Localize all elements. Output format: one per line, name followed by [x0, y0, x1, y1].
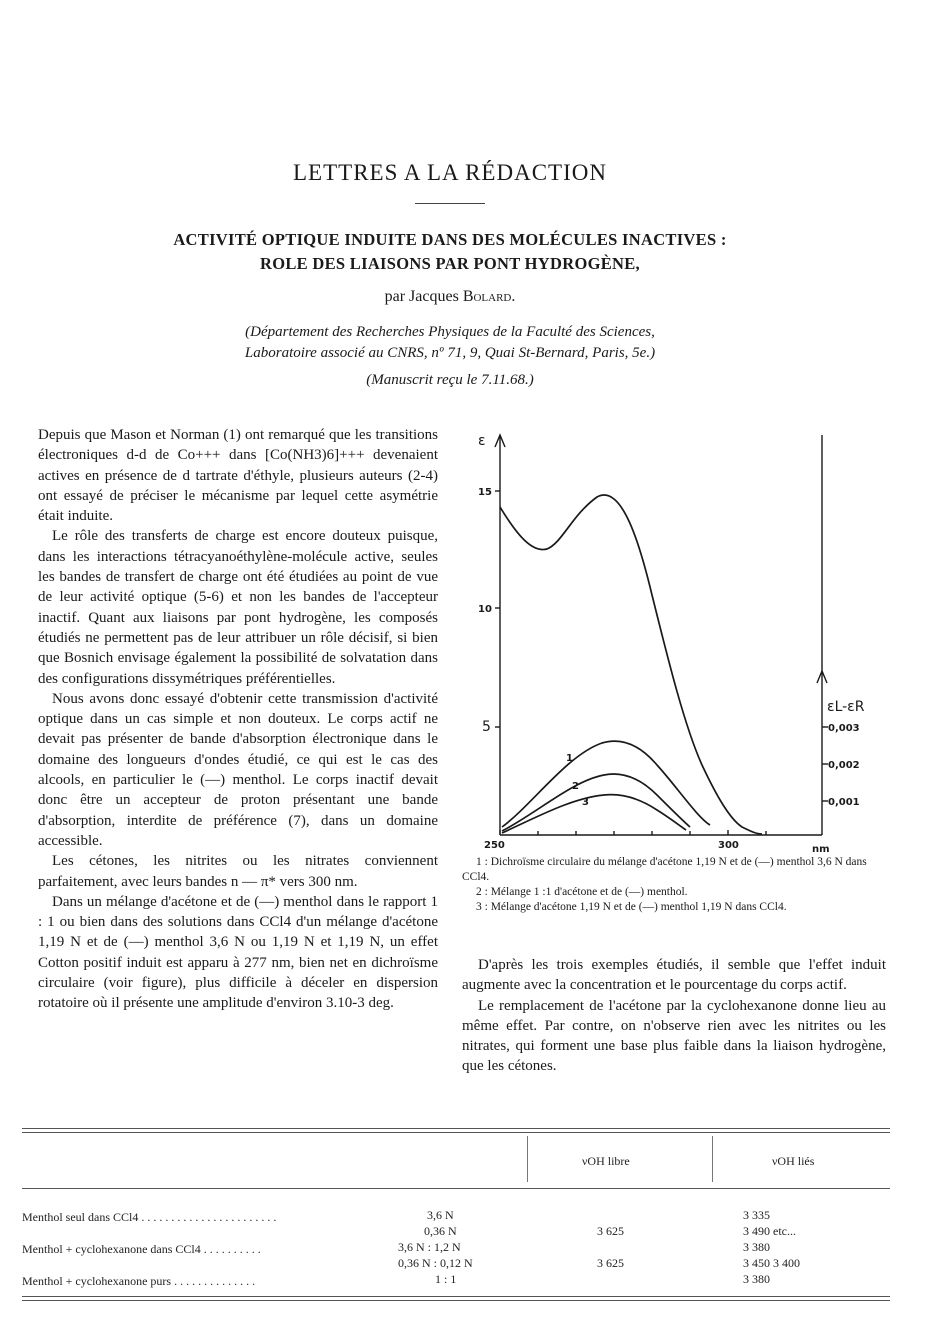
table-rule — [22, 1188, 890, 1189]
lies-cell: 3 335 — [743, 1208, 770, 1222]
curve-label-3: 3 — [582, 797, 589, 808]
section-title: LETTRES A LA RÉDACTION — [293, 160, 607, 185]
caption-line: 1 : Dichroïsme circulaire du mélange d'acétone 1,19 N et de (—) menthol 3,6 N dans CCl4. — [462, 856, 867, 883]
table-rule — [22, 1128, 890, 1129]
table-rule — [22, 1300, 890, 1301]
absorption-curve — [500, 495, 762, 834]
data-table — [22, 1128, 890, 1308]
curve-label-2: 2 — [572, 781, 579, 792]
paragraph: Dans un mélange d'acétone et de (—) menthol dans le rapport 1 : 1 ou bien dans des solutions dans CCl4 d'un mélange d'acétone 1,19 N et de (—) menthol 3,6 N ou 1,19 N et 1,19 N, un effet Cotton positif induit est apparu à 277 nm, bien net en dichroïsme circulaire (voir figure), plus difficile à déceler en dispersion rotatoire où il présente une amplitude d'environ 3.10-3 deg. — [38, 893, 438, 1012]
lies-cell: 3 490 etc... — [743, 1224, 796, 1238]
lies-cell: 3 380 — [743, 1272, 770, 1286]
affiliation-line1: (Département des Recherches Physiques de la Faculté des Sciences, — [245, 324, 655, 340]
paragraph: Le remplacement de l'acétone par la cyclohexanone donne lieu au même effet. Par contre, on n'observe rien avec les nitrites ou les nitrates, qui forment une base plus faible dans la liaison hydrogène, que les cétones. — [462, 997, 886, 1075]
right-tick-label: 0,002 — [828, 760, 860, 771]
article-title — [60, 228, 840, 276]
conc-cell: 3,6 N — [427, 1208, 454, 1222]
table-divider — [712, 1136, 713, 1182]
lies-cell: 3 450 3 400 — [743, 1256, 800, 1270]
paragraph: Nous avons donc essayé d'obtenir cette transmission d'activité optique dans un cas simple et non douteux. Le corps actif ne devait pas présenter de bande d'absorption électronique dans le domaine des longueurs d'ondes étudié, ce qui est le cas des alcools, en particulier le (—) menthol. Le corps inactif devait donc être un accepteur de proton présentant une bande d'absorption, interdite de préférence (7), dans un domaine accessible. — [38, 690, 438, 849]
left-column — [38, 425, 438, 1014]
right-axis-label: εL-εR — [827, 699, 865, 715]
row-label: Menthol seul dans CCl4 . . . . . . . . . . . . . . . . . . . . . . . — [22, 1210, 277, 1224]
title-rule — [415, 203, 485, 204]
affiliation-line2: Laboratoire associé au CNRS, nº 71, 9, Quai St-Bernard, Paris, 5e.) — [244, 345, 656, 361]
left-tick-label: 10 — [478, 604, 492, 615]
right-column — [462, 955, 886, 1077]
table-divider — [527, 1136, 528, 1182]
author-name: Bolard. — [462, 288, 516, 305]
libre-cell: 3 625 — [597, 1224, 624, 1238]
curve-label-1: 1 — [566, 753, 573, 764]
byline-prefix: par Jacques — [384, 288, 463, 305]
conc-cell: 0,36 N : 0,12 N — [398, 1256, 473, 1270]
row-label: Menthol + cyclohexanone purs . . . . . . . . . . . . . . — [22, 1274, 256, 1288]
cd-curve-1 — [502, 741, 710, 827]
right-tick-label: 0,003 — [828, 723, 860, 734]
paragraph: Les cétones, les nitrites ou les nitrates conviennent parfaitement, avec leurs bandes n — π* vers 300 nm. — [38, 853, 438, 890]
libre-cell: 3 625 — [597, 1256, 624, 1270]
byline — [0, 288, 900, 306]
cd-spectrum-figure — [462, 425, 892, 855]
conc-cell: 3,6 N : 1,2 N — [398, 1240, 461, 1254]
paragraph: Depuis que Mason et Norman (1) ont remarqué que les transitions électroniques d-d de Co+++ dans [Co(NH3)6]+++ devenaient actives en présence de d tartrate d'éthyle, plusieurs auteurs (2-4) ont essayé de préciser le mécanisme par lequel cette asymétrie était induite. — [38, 427, 438, 525]
right-tick-label: 0,001 — [828, 797, 860, 808]
left-tick-label: 15 — [478, 487, 492, 498]
table-rule — [22, 1132, 890, 1133]
left-tick-label: 5 — [482, 719, 491, 735]
lies-cell: 3 380 — [743, 1240, 770, 1254]
article-title-line1: ACTIVITÉ OPTIQUE INDUITE DANS DES MOLÉCULES INACTIVES : — [173, 230, 727, 249]
paragraph: D'après les trois exemples étudiés, il semble que l'effet induit augmente avec la concentration et le pourcentage du corps actif. — [462, 957, 886, 994]
paragraph: Le rôle des transferts de charge est encore douteux puisque, dans les interactions tétracyanoéthylène-molécule active, seules les bandes de transfert de charge ont été étudiées au point de vue de leur activité optique (5-6) et non les bandes de l'accepteur inactif. Quant aux liaisons par pont hydrogène, les composés étudiés ne permettent pas de leur attribuer un rôle décisif, si bien que Bosnich envisage également la possibilité de solvatation dans des configurations dissymétriques préférentielles. — [38, 528, 438, 687]
row-label: Menthol + cyclohexanone dans CCl4 . . . . . . . . . . — [22, 1242, 261, 1256]
x-tick-label: 250 — [484, 840, 505, 851]
caption-line: 2 : Mélange 1 :1 d'acétone et de (—) menthol. — [476, 886, 688, 898]
caption-line: 3 : Mélange d'acétone 1,19 N et de (—) menthol 1,19 N dans CCl4. — [476, 901, 787, 913]
article-title-line2: ROLE DES LIAISONS PAR PONT HYDROGÈNE, — [260, 254, 640, 273]
x-unit-label: nm — [812, 844, 830, 855]
x-tick-label: 300 — [718, 840, 739, 851]
received-date: (Manuscrit reçu le 7.11.68.) — [366, 372, 534, 388]
figure-caption — [462, 855, 886, 915]
table-rule — [22, 1296, 890, 1297]
header-oh-lies: νOH liés — [772, 1154, 815, 1168]
left-axis-label: ε — [478, 433, 486, 449]
conc-cell: 0,36 N — [424, 1224, 457, 1238]
header-oh-libre: νOH libre — [582, 1154, 630, 1168]
affiliation — [80, 322, 820, 364]
conc-cell: 1 : 1 — [435, 1272, 457, 1286]
